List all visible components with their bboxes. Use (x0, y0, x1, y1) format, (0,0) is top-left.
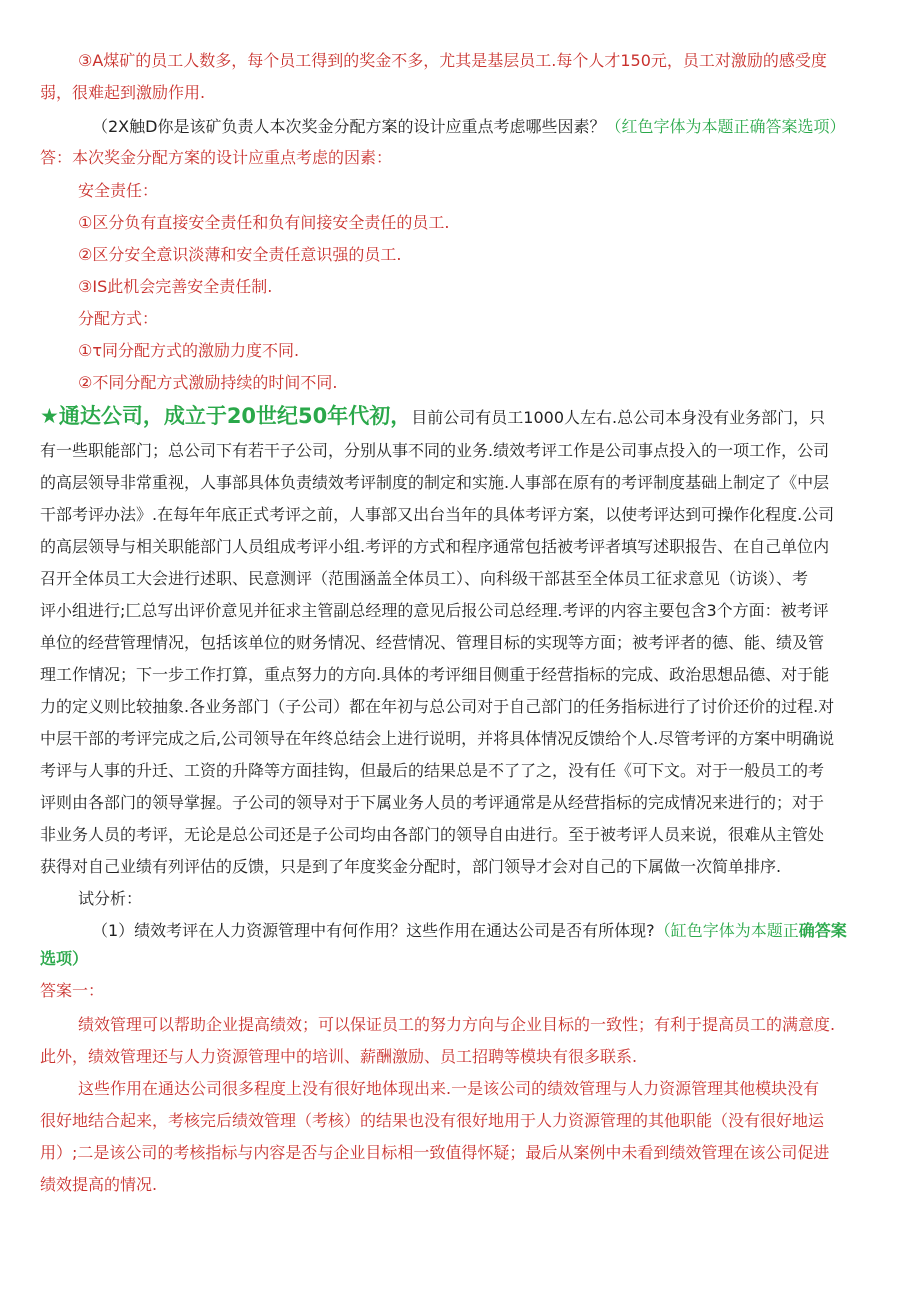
question-1-text: （1）绩效考评在人力资源管理中有何作用？这些作用在通达公司是否有所体现? (92, 921, 655, 940)
answer-label: 答案一： (40, 981, 105, 1000)
case-line: 干部考评办法》.在每年年底正式考评之前，人事部又出台当年的具体考评方案，以使考评达到可操作化程度.公司 (40, 505, 835, 524)
case-line: 单位的经营管理情况，包括该单位的财务情况、经营情况、管理目标的实现等方面；被考评者的德、能、绩及管 (40, 633, 825, 652)
answer-line: 很好地结合起来，考核完后绩效管理（考核）的结果也没有很好地用于人力资源管理的其他职能（没有很好地运 (40, 1111, 825, 1130)
point-3-line-1: ③A煤矿的员工人数多，每个员工得到的奖金不多，尤其是基层员工.每个人才150元，员工对激励的感受度 (78, 51, 827, 70)
case-line: 有一些职能部门；总公司下有若干子公司，分别从事不同的业务.绩效考评工作是公司事点投入的一项工作，公司 (40, 441, 830, 460)
question-1-note: （缸色字体为本题正 (654, 921, 799, 940)
answer-line: 用）;二是该公司的考核指标与内容是否与企业目标相一致值得怀疑；最后从案例中未看到绩效管理在该公司促进 (40, 1143, 830, 1162)
case-line: 力的定义则比较抽象.各业务部门（子公司）都在年初与总公司对于自己部门的任务指标进行了讨价还价的过程.对 (40, 697, 835, 716)
safety-item-2: ②区分安全意识淡薄和安全责任意识强的员工. (78, 245, 402, 264)
case-line: 召开全体员工大会进行述职、民意测评（范围涵盖全体员工）、向科级干部甚至全体员工征求意见（访谈）、考 (40, 569, 809, 588)
question-1-note-end: 选项） (40, 949, 89, 968)
case-line: 中层干部的考评完成之后,公司领导在年终总结会上进行说明，并将具体情况反馈给个人.尽管考评的方案中明确说 (40, 729, 835, 748)
case-line: 评则由各部门的领导掌握。子公司的领导对于下属业务人员的考评通常是从经营指标的完成情况来进行的；对于 (40, 793, 825, 812)
distribution-item-2: ②不同分配方式激励持续的时间不同. (78, 373, 338, 392)
case-line-1: 目前公司有员工1000人左右.总公司本身没有业务部门，只 (411, 408, 826, 427)
case-first-line (40, 402, 885, 430)
case-line: 理工作情况；下一步工作打算，重点努力的方向.具体的考评细目侧重于经营指标的完成、政治思想品德、对于能 (40, 665, 830, 684)
distribution-item-1: ①τ同分配方式的激励力度不同. (78, 341, 300, 360)
answer-line: 绩效管理可以帮助企业提高绩效；可以保证员工的努力方向与企业目标的一致性；有利于提高员工的满意度. (78, 1015, 836, 1034)
analysis-label: 试分析： (78, 889, 143, 908)
answer-line: 此外，绩效管理还与人力资源管理中的培训、薪酬激励、员工招聘等模块有很多联系. (40, 1047, 638, 1066)
answer-line: 绩效提高的情况. (40, 1175, 158, 1194)
safety-item-3: ③IS此机会完善安全责任制. (78, 277, 273, 296)
question-2-note: （红色字体为本题正确答案选项） (605, 117, 846, 136)
case-line: 获得对自己业绩有列评估的反馈，只是到了年度奖金分配时，部门领导才会对自己的下属做一次简单排序. (40, 857, 782, 876)
question-1 (92, 920, 882, 942)
case-line: 的高层领导与相关职能部门人员组成考评小组.考评的方式和程序通常包括被考评者填写述职报告、在自己单位内 (40, 537, 830, 556)
safety-title: 安全责任： (78, 181, 159, 200)
question-2-text: （2X触D你是该矿负责人本次奖金分配方案的设计应重点考虑哪些因素？ (92, 117, 606, 136)
answer-intro: 答：本次奖金分配方案的设计应重点考虑的因素： (40, 148, 393, 167)
case-line: 考评与人事的升迁、工资的升降等方面挂钩，但最后的结果总是不了了之，没有任《可下文。对于一般员工的考 (40, 761, 825, 780)
question-2 (92, 116, 882, 138)
question-1-note-bold: 确答案 (798, 921, 847, 940)
safety-item-1: ①区分负有直接安全责任和负有间接安全责任的员工. (78, 213, 450, 232)
case-line: 的高层领导非常重视，人事部具体负责绩效考评制度的制定和实施.人事部在原有的考评制度基础上制定了《中层 (40, 473, 830, 492)
case-line: 非业务人员的考评，无论是总公司还是子公司均由各部门的领导自由进行。至于被考评人员来说，很难从主管处 (40, 825, 825, 844)
point-3-line-2: 弱，很难起到激励作用. (40, 83, 206, 102)
answer-line: 这些作用在通达公司很多程度上没有很好地体现出来.一是该公司的绩效管理与人力资源管理其他模块没有 (78, 1079, 820, 1098)
case-line: 评小组进行;匚总写出评价意见并征求主管副总经理的意见后报公司总经理.考评的内容主要包含3个方面：被考评 (40, 601, 829, 620)
case-lead: ★通达公司，成立于20世纪50年代初， (40, 404, 412, 428)
distribution-title: 分配方式： (78, 309, 159, 328)
